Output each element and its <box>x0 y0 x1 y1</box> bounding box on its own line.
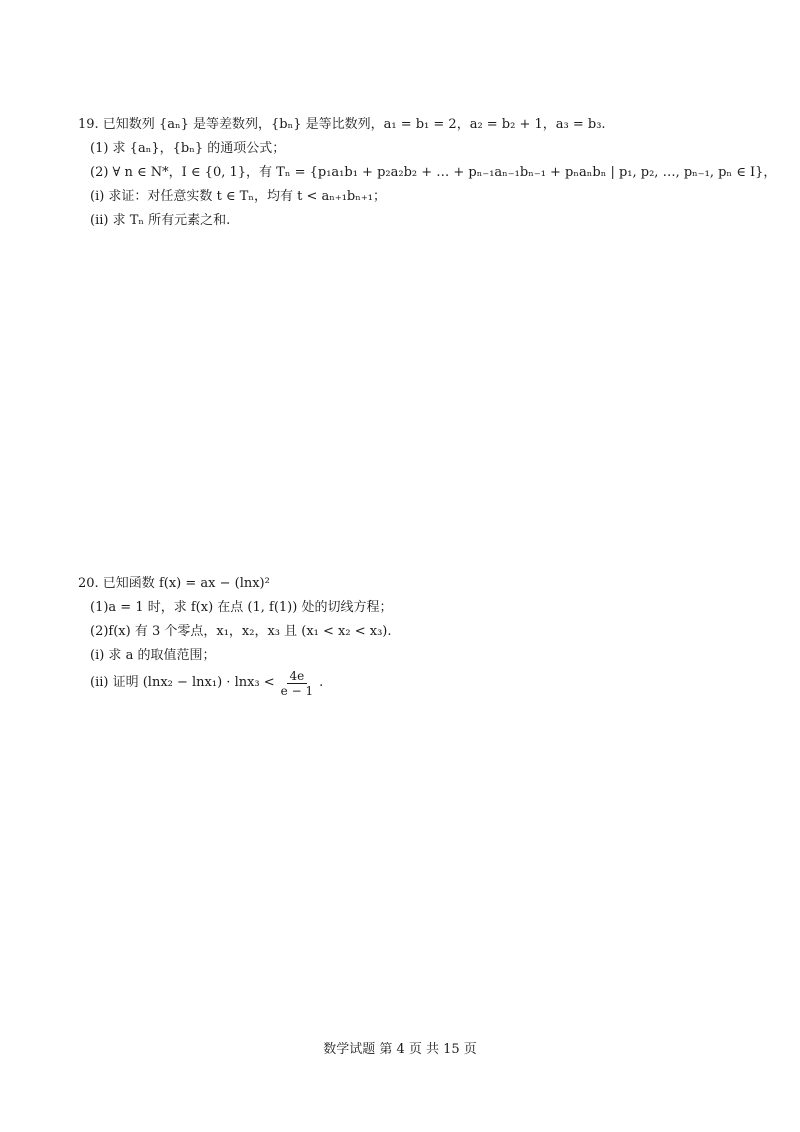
fraction-denominator: e − 1 <box>280 683 314 698</box>
problem-20-part-1: (1)a = 1 时，求 f(x) 在点 (1, f(1)) 处的切线方程； <box>90 600 393 615</box>
page-footer: 数学试题 第 4 页 共 15 页 <box>323 1042 477 1057</box>
problem-20-statement: 20. 已知函数 f(x) = ax − (lnx)² <box>78 576 270 591</box>
problem-20-part-2-ii <box>78 668 728 698</box>
problem-19-part-1: (1) 求 {aₙ}，{bₙ} 的通项公式； <box>90 141 286 156</box>
problem-20 <box>78 572 728 698</box>
problem-20-part-2-i: (i) 求 a 的取值范围； <box>90 648 216 663</box>
problem-20-part-2-ii-end: . <box>319 675 324 690</box>
fraction <box>278 669 316 698</box>
problem-19-part-2: (2) ∀ n ∈ N*，I ∈ {0, 1}，有 Tₙ = {p₁a₁b₁ + p₂a₂b₂ + … + pₙ₋₁aₙ₋₁bₙ₋₁ + pₙaₙbₙ | p₁, p₂, …, pₙ₋₁, pₙ ∈ I}， <box>90 165 777 180</box>
fraction-numerator: 4e <box>287 669 308 684</box>
problem-20-part-2: (2)f(x) 有 3 个零点，x₁，x₂，x₃ 且 (x₁ < x₂ < x₃). <box>90 624 392 639</box>
problem-19-statement: 19. 已知数列 {aₙ} 是等差数列，{bₙ} 是等比数列，a₁ = b₁ = 2，a₂ = b₂ + 1，a₃ = b₃. <box>78 117 606 132</box>
problem-19 <box>78 113 777 233</box>
problem-20-part-2-ii-text: (ii) 证明 (lnx₂ − lnx₁) · lnx₃ < <box>90 675 275 690</box>
problem-19-part-2-ii: (ii) 求 Tₙ 所有元素之和. <box>90 213 231 228</box>
problem-19-part-2-i: (i) 求证：对任意实数 t ∈ Tₙ，均有 t < aₙ₊₁bₙ₊₁； <box>90 189 386 204</box>
